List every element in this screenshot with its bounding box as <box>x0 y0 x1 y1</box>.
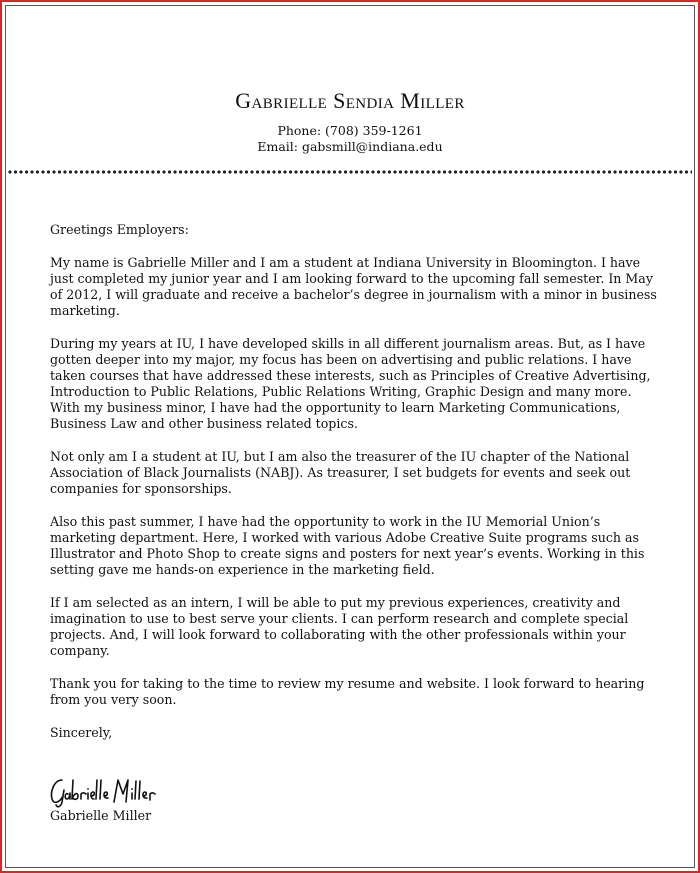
handwritten-signature <box>48 772 168 810</box>
printed-name: Gabrielle Miller <box>50 808 152 823</box>
phone-line: Phone: (708) 359-1261 <box>277 123 423 138</box>
paragraph-skills: During my years at IU, I have developed skills in all different journalism areas. But, as I have gotten deeper into my major, my focus has been on advertising and public relations. I have taken courses that have addressed these interests, such as Principles of Creative Advertising, Introduction to Public Relations, Public Relations Writing, Graphic Design and many more. With my business minor, I have had the opportunity to learn Marketing Communications, Business Law and other business related topics. <box>50 336 651 431</box>
closing: Sincerely, <box>50 725 113 740</box>
paragraph-marketing: Also this past summer, I have had the opportunity to work in the IU Memorial Union’s marketing department. Here, I worked with various Adobe Creative Suite programs such as Illustrator and Photo Shop to create signs and posters for next year’s events. Working in this setting gave me hands-on experience in the marketing field. <box>50 514 645 577</box>
applicant-name: Gabrielle Sendia Miller <box>235 88 465 113</box>
email-line: Email: gabsmill@indiana.edu <box>257 139 443 154</box>
paragraph-intern: If I am selected as an intern, I will be able to put my previous experiences, creativity and imagination to use to best serve your clients. I can perform research and complete special projects. And, I will look forward to collaborating with the other professionals within your company. <box>50 595 629 658</box>
greeting: Greetings Employers: <box>50 222 189 237</box>
paragraph-thanks: Thank you for taking to the time to review my resume and website. I look forward to hearing from you very soon. <box>50 676 645 707</box>
paragraph-nabj: Not only am I a student at IU, but I am also the treasurer of the IU chapter of the National Association of Black Journalists (NABJ). As treasurer, I set budgets for events and seek out companies for sponsorships. <box>50 449 631 496</box>
letter-body <box>50 222 658 758</box>
paragraph-intro: My name is Gabrielle Miller and I am a student at Indiana University in Bloomington. I have just completed my junior year and I am looking forward to the upcoming fall semester. In May of 2012, I will graduate and receive a bachelor’s degree in journalism with a minor in business marketing. <box>50 255 657 318</box>
dotted-divider <box>8 170 692 174</box>
